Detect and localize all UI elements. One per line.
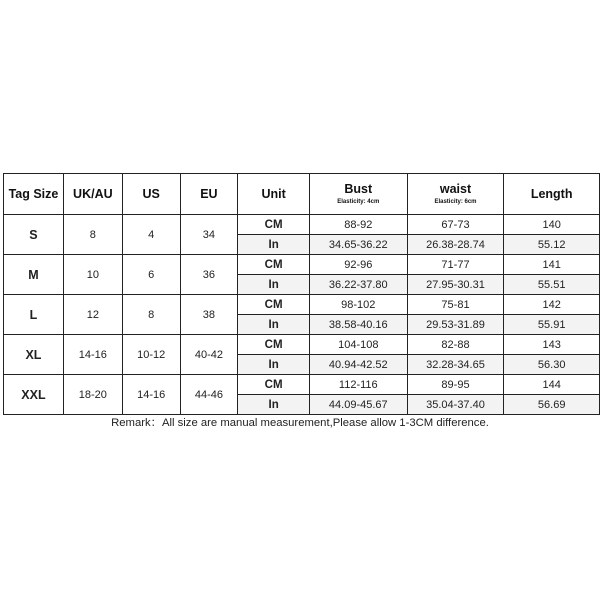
header-us: US: [122, 174, 180, 215]
header-waist: [407, 174, 504, 215]
unit-cell: In: [238, 355, 310, 375]
bust-cell: 40.94-42.52: [309, 355, 407, 375]
waist-cell: 27.95-30.31: [407, 275, 504, 295]
waist-cell: 32.28-34.65: [407, 355, 504, 375]
length-cell: 56.30: [504, 355, 600, 375]
waist-cell: 89-95: [407, 375, 504, 395]
ukau-cell: 12: [63, 295, 122, 335]
bust-cell: 38.58-40.16: [309, 315, 407, 335]
unit-cell: In: [238, 275, 310, 295]
eu-cell: 36: [180, 255, 238, 295]
length-cell: 142: [504, 295, 600, 315]
bust-cell: 92-96: [309, 255, 407, 275]
ukau-cell: 8: [63, 215, 122, 255]
bust-cell: 98-102: [309, 295, 407, 315]
unit-cell: CM: [238, 375, 310, 395]
tag-size-cell: XXL: [4, 375, 64, 415]
header-bust-label: Bust: [344, 181, 373, 196]
waist-cell: 75-81: [407, 295, 504, 315]
waist-cell: 26.38-28.74: [407, 235, 504, 255]
waist-cell: 35.04-37.40: [407, 395, 504, 415]
length-cell: 56.69: [504, 395, 600, 415]
remark-text: Remark：All size are manual measurement,Please allow 1-3CM difference.: [111, 417, 489, 429]
header-length: Length: [504, 174, 600, 215]
us-cell: 10-12: [122, 335, 180, 375]
waist-cell: 29.53-31.89: [407, 315, 504, 335]
tag-size-cell: L: [4, 295, 64, 335]
tag-size-cell: M: [4, 255, 64, 295]
eu-cell: 34: [180, 215, 238, 255]
bust-cell: 112-116: [309, 375, 407, 395]
unit-cell: In: [238, 235, 310, 255]
waist-cell: 82-88: [407, 335, 504, 355]
us-cell: 14-16: [122, 375, 180, 415]
header-row: [4, 174, 600, 215]
table-row: [4, 255, 600, 275]
header-waist-label: waist: [439, 181, 472, 196]
unit-cell: In: [238, 315, 310, 335]
length-cell: 55.51: [504, 275, 600, 295]
tag-size-cell: XL: [4, 335, 64, 375]
header-unit: Unit: [238, 174, 310, 215]
table-row: [4, 335, 600, 355]
length-cell: 143: [504, 335, 600, 355]
ukau-cell: 14-16: [63, 335, 122, 375]
header-bust-note: Elasticity: 4cm: [337, 198, 380, 205]
bust-cell: 104-108: [309, 335, 407, 355]
bust-cell: 36.22-37.80: [309, 275, 407, 295]
size-chart-table: [3, 173, 600, 415]
ukau-cell: 18-20: [63, 375, 122, 415]
length-cell: 55.91: [504, 315, 600, 335]
length-cell: 141: [504, 255, 600, 275]
us-cell: 6: [122, 255, 180, 295]
length-cell: 144: [504, 375, 600, 395]
unit-cell: In: [238, 395, 310, 415]
eu-cell: 40-42: [180, 335, 238, 375]
bust-cell: 44.09-45.67: [309, 395, 407, 415]
header-eu: EU: [180, 174, 238, 215]
eu-cell: 38: [180, 295, 238, 335]
us-cell: 4: [122, 215, 180, 255]
table-row: [4, 215, 600, 235]
table-row: [4, 375, 600, 395]
tag-size-cell: S: [4, 215, 64, 255]
eu-cell: 44-46: [180, 375, 238, 415]
header-tag-size: Tag Size: [4, 174, 64, 215]
header-bust: [309, 174, 407, 215]
unit-cell: CM: [238, 255, 310, 275]
unit-cell: CM: [238, 335, 310, 355]
ukau-cell: 10: [63, 255, 122, 295]
header-ukau: UK/AU: [63, 174, 122, 215]
us-cell: 8: [122, 295, 180, 335]
waist-cell: 71-77: [407, 255, 504, 275]
length-cell: 140: [504, 215, 600, 235]
unit-cell: CM: [238, 295, 310, 315]
header-waist-note: Elasticity: 6cm: [434, 198, 477, 205]
unit-cell: CM: [238, 215, 310, 235]
bust-cell: 34.65-36.22: [309, 235, 407, 255]
waist-cell: 67-73: [407, 215, 504, 235]
bust-cell: 88-92: [309, 215, 407, 235]
table-row: [4, 295, 600, 315]
length-cell: 55.12: [504, 235, 600, 255]
